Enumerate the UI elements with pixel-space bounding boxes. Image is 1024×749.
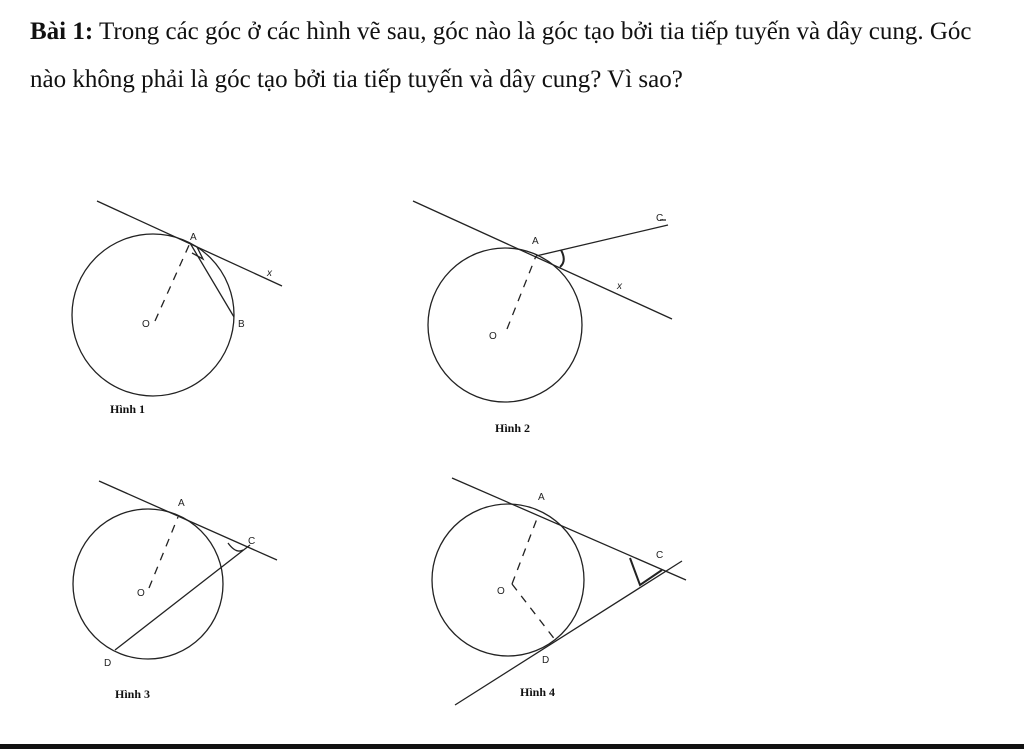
figure-4-radius-od [512, 584, 556, 641]
figure-2-caption: Hình 2 [495, 421, 531, 435]
figure-3-tangent [99, 481, 277, 560]
figure-2-angle-arc [560, 250, 564, 267]
figure-2-ray-ac [536, 225, 668, 256]
figure-1-caption: Hình 1 [110, 402, 146, 416]
figure-4-label-a: A [538, 492, 545, 503]
figure-3-label-c: C [248, 536, 256, 547]
figure-2-label-c: C [656, 213, 664, 224]
figure-3-label-d: D [104, 658, 112, 669]
bottom-divider [0, 744, 1024, 749]
problem-label: Bài 1: [30, 18, 94, 45]
problem-text: Trong các góc ở các hình vẽ sau, góc nào là góc tạo bởi tia tiếp tuyến và dây cung. Góc nào không phải là góc tạo bởi tia tiếp tuyến và dây cung? Vì sao? [30, 18, 972, 93]
figure-4-radius-oa [512, 516, 538, 584]
figure-4-tangent-ac [452, 478, 686, 580]
figure-4-tangent-dc [455, 561, 682, 705]
figure-3-label-o: O [137, 588, 145, 599]
figure-1-radius-oa [155, 243, 190, 321]
figure-1 [72, 201, 282, 396]
figure-4 [432, 478, 686, 705]
figure-3-radius-oa [149, 517, 178, 588]
figure-4-label-c: C [656, 550, 664, 561]
figure-2-label-a: A [532, 236, 539, 247]
figure-1-circle [72, 234, 234, 396]
figure-2 [413, 201, 672, 402]
figure-3-line-cd [115, 545, 250, 650]
figure-4-label-d: D [542, 655, 550, 666]
figure-4-circle [432, 504, 584, 656]
figure-2-circle [428, 248, 582, 402]
figure-4-caption: Hình 4 [520, 685, 556, 699]
figure-3-label-a: A [178, 498, 185, 509]
figure-1-label-o: O [142, 319, 150, 330]
figure-2-label-o: O [489, 331, 497, 342]
figure-1-label-x: x [267, 268, 272, 279]
figure-3-caption: Hình 3 [115, 687, 151, 701]
figure-4-label-o: O [497, 586, 505, 597]
figure-3 [73, 481, 277, 659]
figure-1-label-b: B [238, 319, 245, 330]
figure-2-tangent [413, 201, 672, 319]
figure-1-tangent [97, 201, 282, 286]
figure-2-radius-oa [507, 256, 536, 329]
figure-1-label-a: A [190, 232, 197, 243]
figure-2-label-x: x [617, 281, 622, 292]
